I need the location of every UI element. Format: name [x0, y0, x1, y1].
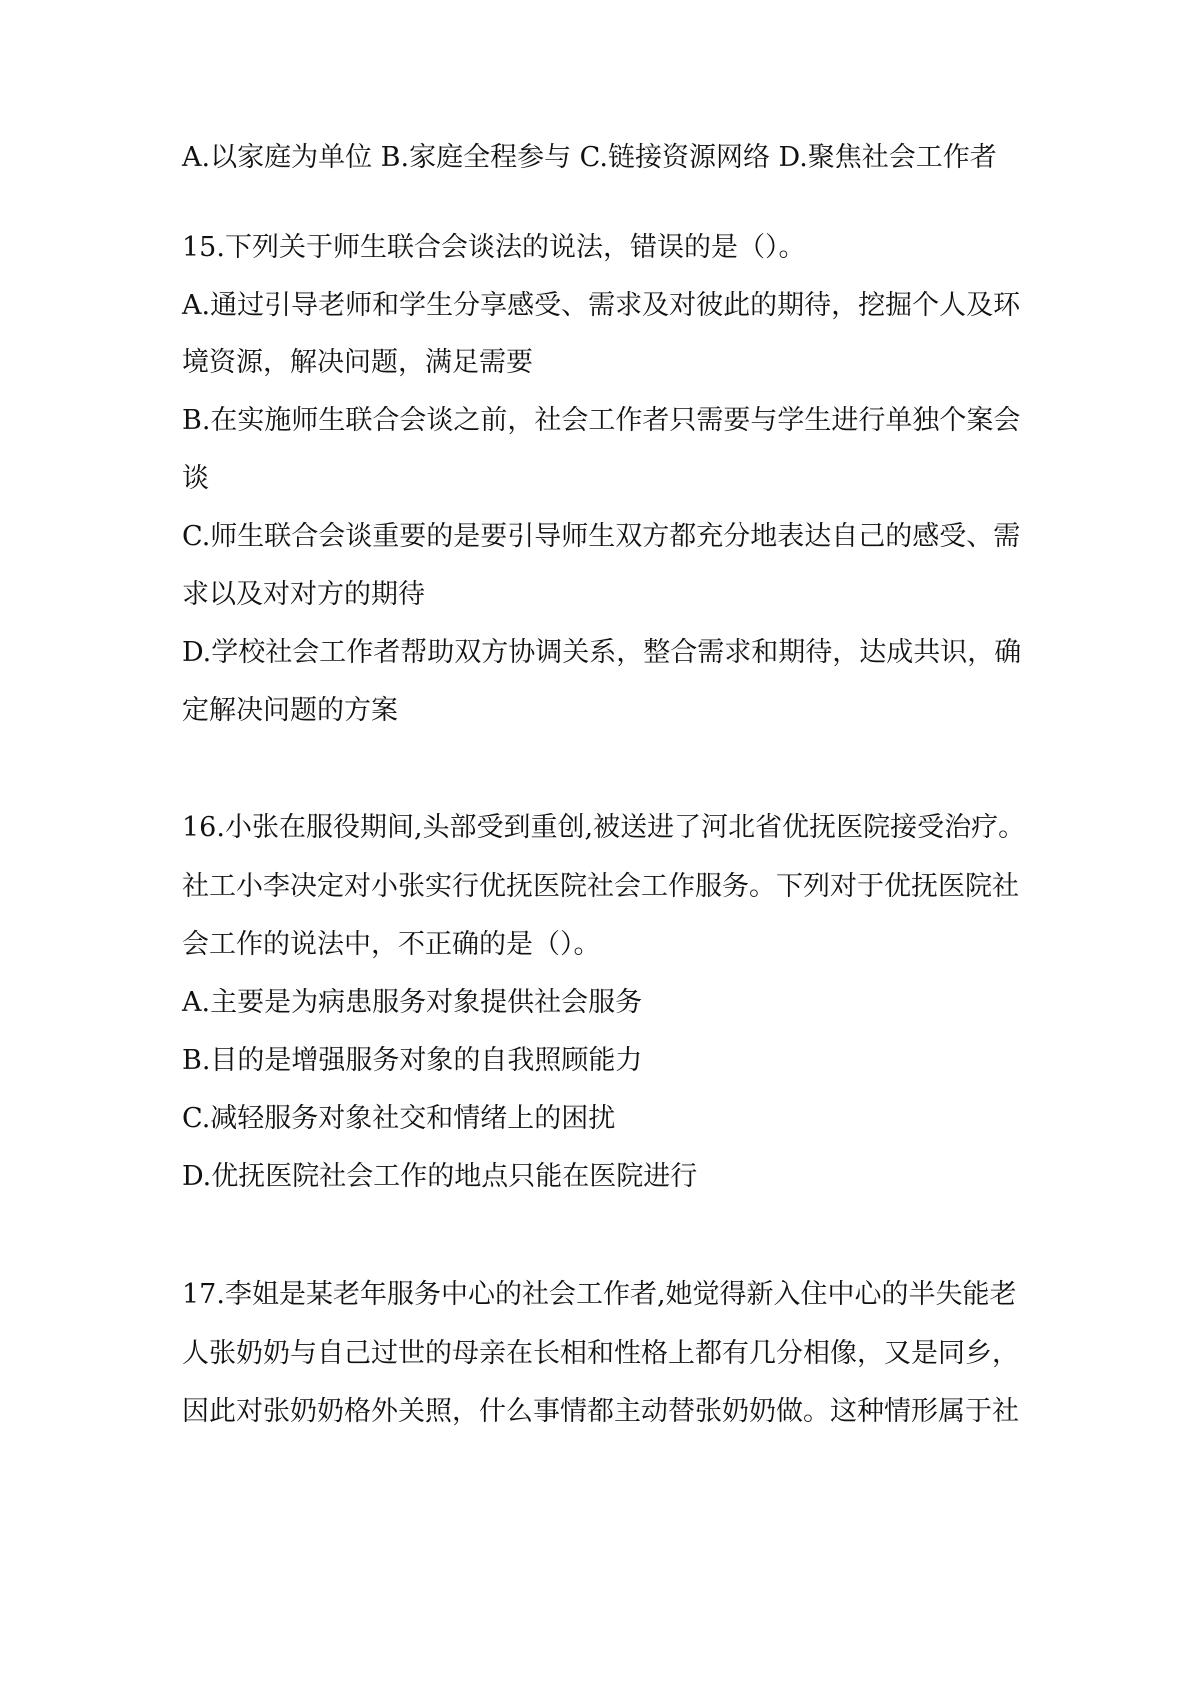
q16-option-c: C.减轻服务对象社交和情绪上的困扰 [182, 1103, 616, 1134]
q15-option-c-line2: 求以及对对方的期待 [182, 579, 425, 610]
q16-option-b: B.目的是增强服务对象的自我照顾能力 [182, 1045, 643, 1076]
q16-option-d: D.优抚医院社会工作的地点只能在医院进行 [182, 1161, 698, 1192]
q15-option-a-line1: A.通过引导老师和学生分享感受、需求及对彼此的期待，挖掘个人及环 [182, 290, 1021, 321]
q16-stem-line3: 会工作的说法中，不正确的是（）。 [182, 929, 601, 960]
q16-stem-line2: 社工小李决定对小张实行优抚医院社会工作服务。下列对于优抚医院社 [182, 871, 1019, 902]
q15-option-d-line1: D.学校社会工作者帮助双方协调关系，整合需求和期待，达成共识，确 [182, 637, 1022, 668]
q15-option-b-line1: B.在实施师生联合会谈之前，社会工作者只需要与学生进行单独个案会 [182, 405, 1021, 436]
q15-option-b-line2: 谈 [182, 463, 209, 494]
q17-stem-line2: 人张奶奶与自己过世的母亲在长相和性格上都有几分相像，又是同乡， [182, 1338, 1019, 1369]
q14-options: A.以家庭为单位 B.家庭全程参与 C.链接资源网络 D.聚焦社会工作者 [182, 142, 997, 173]
q16-option-a: A.主要是为病患服务对象提供社会服务 [182, 987, 643, 1018]
q17-stem-line1: 17.李姐是某老年服务中心的社会工作者,她觉得新入住中心的半失能老 [182, 1279, 1017, 1310]
q15-option-d-line2: 定解决问题的方案 [182, 695, 398, 726]
q15-stem: 15.下列关于师生联合会谈法的说法，错误的是（）。 [182, 232, 806, 263]
q15-option-c-line1: C.师生联合会谈重要的是要引导师生双方都充分地表达自己的感受、需 [182, 521, 1021, 552]
q16-stem-line1: 16.小张在服役期间,头部受到重创,被送进了河北省优抚医院接受治疗。 [182, 812, 1026, 843]
q17-stem-line3: 因此对张奶奶格外关照，什么事情都主动替张奶奶做。这种情形属于社 [182, 1396, 1019, 1427]
q15-option-a-line2: 境资源，解决问题，满足需要 [182, 347, 533, 378]
